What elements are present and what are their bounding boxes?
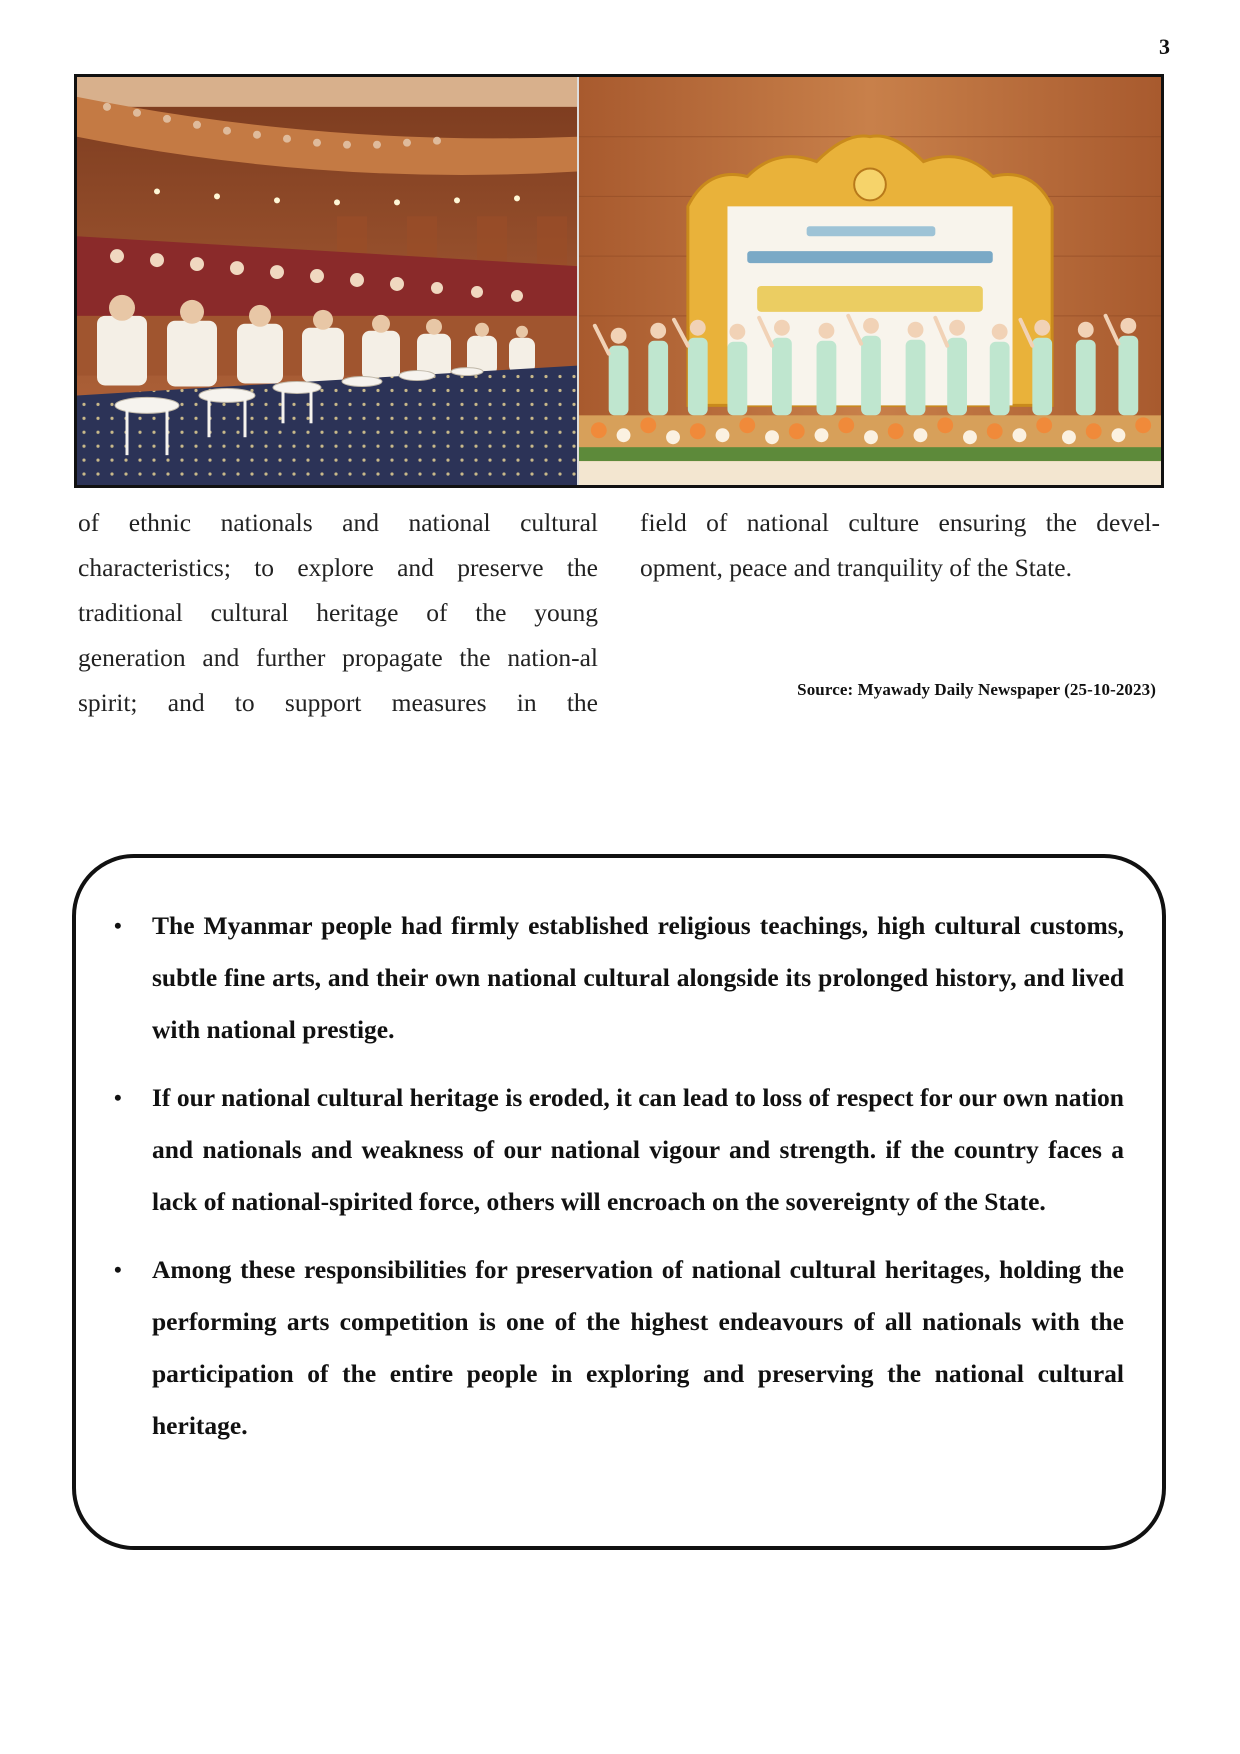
highlight-item — [112, 1072, 1124, 1228]
highlights-list — [112, 900, 1124, 1468]
bullet-icon: • — [114, 1085, 122, 1110]
highlight-item — [112, 1244, 1124, 1452]
highlights-box — [72, 854, 1166, 1550]
photo-strip — [74, 74, 1164, 488]
source-citation: Source: Myawady Daily Newspaper (25-10-2023) — [797, 680, 1156, 699]
highlight-text: If our national cultural heritage is eroded, it can lead to loss of respect for our own nation and nationals and weakness of our national vigour and strength. if the country faces a lack of national-spirited force, others will encroach on the sovereignty of the State. — [152, 1083, 1124, 1216]
left-column-text: of ethnic nationals and national cultural characteristics; to explore and preserve the traditional cultural heritage of the young generation and further propagate the nation-al spirit; and to support measures in the — [78, 508, 598, 717]
page-number: 3 — [1159, 34, 1170, 59]
highlight-text: The Myanmar people had firmly established religious teachings, high cultural customs, subtle fine arts, and their own national cultural alongside its prolonged history, and lived with national prestige. — [152, 911, 1124, 1044]
highlight-item — [112, 900, 1124, 1056]
audience-photo — [77, 77, 579, 485]
stage-performance-photo — [579, 77, 1161, 485]
bullet-icon: • — [114, 913, 122, 938]
bullet-icon: • — [114, 1257, 122, 1282]
right-column-text: field of national culture ensuring the devel-opment, peace and tranquility of the State. — [640, 508, 1160, 582]
highlight-text: Among these responsibilities for preservation of national cultural heritages, holding the performing arts competition is one of the highest endeavours of all nationals with the participation of the entire people in exploring and preserving the national cultural heritage. — [152, 1255, 1124, 1440]
